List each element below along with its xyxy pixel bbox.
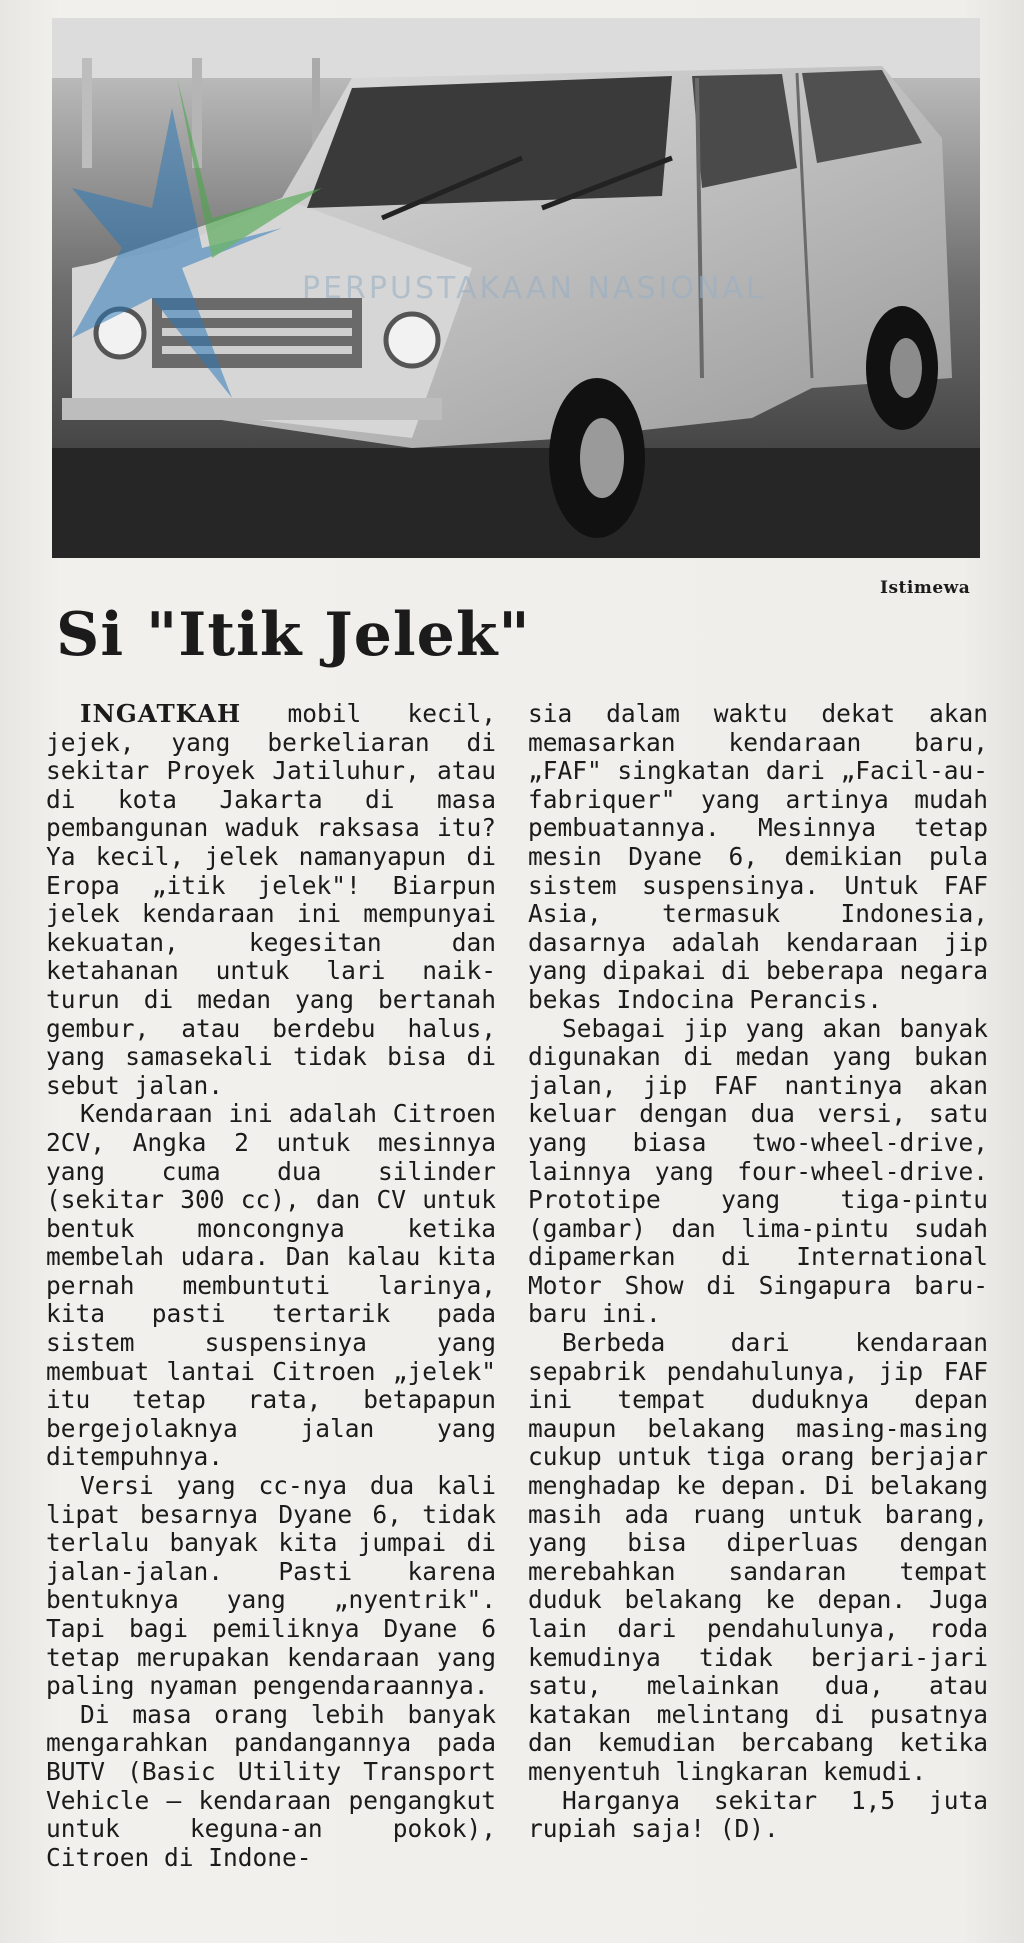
lead-word: INGATKAH: [80, 699, 242, 728]
paragraph: INGATKAH mobil kecil, jejek, yang berkeliaran di sekitar Proyek Jatiluhur, atau di kota Jakarta di masa pembangunan waduk raksasa itu? Ya kecil, jelek namanyapun di Eropa „itik jelek"! Biarpun jelek kendaraan ini mempunyai kekuatan, kegesitan dan ketahanan untuk lari naik-turun di medan yang bertanah gembur, atau berdebu halus, yang samasekali tidak bisa di sebut jalan.: [46, 699, 496, 1100]
jeep-photo: [52, 18, 980, 558]
paragraph: sia dalam waktu dekat akan memasarkan kendaraan baru, „FAF" singkatan dari „Facil-au-fabriquer" yang artinya mudah pembuatannya. Mesinnya tetap mesin Dyane 6, demikian pula sistem suspensinya. Untuk FAF Asia, termasuk Indonesia, dasarnya adalah kendaraan jip yang dipakai di beberapa negara bekas Indocina Perancis.: [528, 699, 988, 1014]
article-column-right: [528, 700, 988, 1844]
paragraph: Berbeda dari kendaraan sepabrik pendahulunya, jip FAF ini tempat duduknya depan maupun belakang masing-masing cukup untuk tiga orang berjajar menghadap ke depan. Di belakang masih ada ruang untuk barang, yang bisa diperluas dengan merebahkan sandaran tempat duduk belakang ke depan. Juga lain dari pendahulunya, roda kemudinya tidak berjari-jari satu, melainkan dua, atau katakan melintang di pusatnya dan kemudian bercabang ketika menyentuh lingkaran kemudi.: [528, 1328, 988, 1786]
paragraph: Kendaraan ini adalah Citroen 2CV, Angka 2 untuk mesinnya yang cuma dua silinder (sekitar 300 cc), dan CV untuk bentuk moncongnya ketika membelah udara. Dan kalau kita pernah membuntuti larinya, kita pasti tertarik pada sistem suspensinya yang membuat lantai Citroen „jelek" itu tetap rata, betapapun bergejolaknya jalan yang ditempuhnya.: [46, 1099, 496, 1472]
photo-credit: Istimewa: [880, 578, 971, 598]
paragraph: Di masa orang lebih banyak mengarahkan pandangannya pada BUTV (Basic Utility Transport Vehicle — kendaraan pengangkut untuk keguna-an pokok), Citroen di Indone-: [46, 1699, 496, 1872]
paragraph: Versi yang cc-nya dua kali lipat besarnya Dyane 6, tidak terlalu banyak kita jumpai di jalan-jalan. Pasti karena bentuknya yang „nyentrik". Tapi bagi pemiliknya Dyane 6 tetap merupakan kendaraan yang paling nyaman pengendaraannya.: [46, 1471, 496, 1701]
article-column-left: [46, 700, 496, 1872]
watermark-text: PERPUSTAKAAN NASIONAL: [302, 271, 766, 306]
paragraph: Sebagai jip yang akan banyak digunakan di medan yang bukan jalan, jip FAF nantinya akan keluar dengan dua versi, satu yang biasa two-wheel-drive, lainnya yang four-wheel-drive. Prototipe yang tiga-pintu (gambar) dan lima-pintu sudah dipamerkan di International Motor Show di Singapura baru-baru ini.: [528, 1013, 988, 1329]
article-headline: Si "Itik Jelek": [56, 600, 531, 670]
jeep-illustration: [52, 18, 980, 558]
paragraph: Harganya sekitar 1,5 juta rupiah saja! (D).: [528, 1785, 988, 1844]
